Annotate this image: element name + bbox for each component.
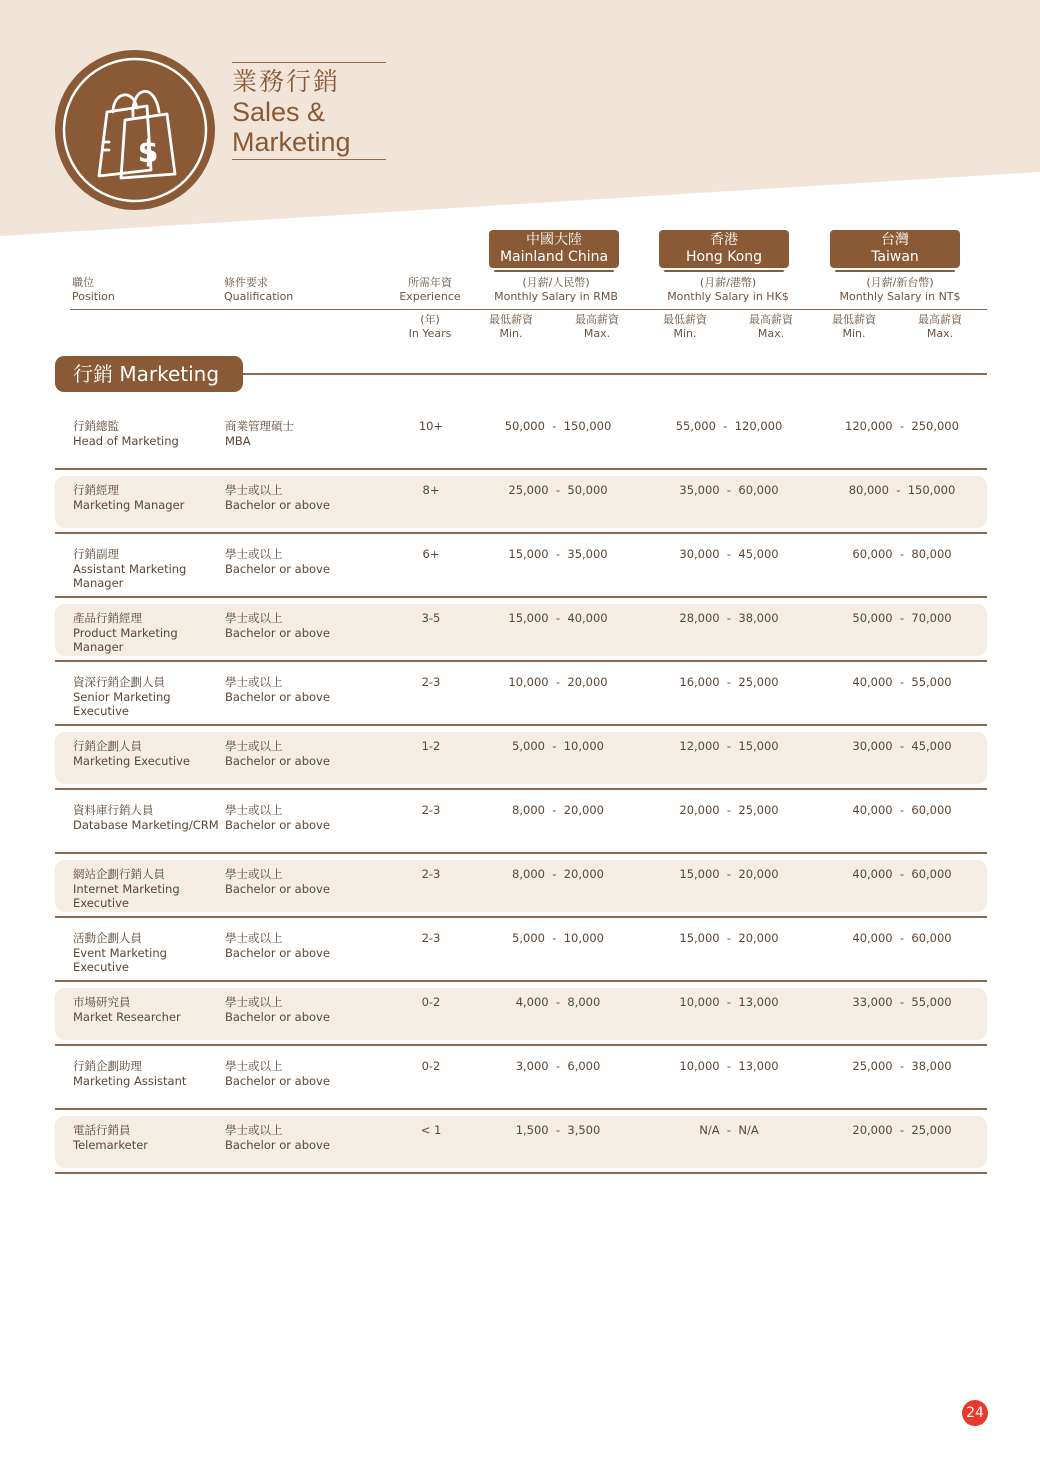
salary-taiwan: 120,000 - 250,000 xyxy=(845,419,959,433)
salary-hong-kong: 28,000 - 38,000 xyxy=(679,611,779,625)
qualification-cell: 學士或以上 Bachelor or above xyxy=(225,483,330,512)
salary-hong-kong: N/A - N/A xyxy=(699,1123,759,1137)
table-row xyxy=(55,406,987,470)
table-row xyxy=(55,854,987,918)
table-row xyxy=(55,1110,987,1174)
position-cell: 行銷經理 Marketing Manager xyxy=(73,483,185,512)
salary-taiwan: 33,000 - 55,000 xyxy=(852,995,952,1009)
table-row xyxy=(55,918,987,982)
region-header-hong-kong xyxy=(659,230,789,268)
salary-taiwan: 25,000 - 38,000 xyxy=(852,1059,952,1073)
salary-hong-kong: 30,000 - 45,000 xyxy=(679,547,779,561)
table-row xyxy=(55,598,987,662)
page-number-badge: 24 xyxy=(962,1400,988,1426)
qualification-cell: 學士或以上 Bachelor or above xyxy=(225,675,330,704)
salary-hong-kong: 35,000 - 60,000 xyxy=(679,483,779,497)
position-cell: 電話行銷員 Telemarketer xyxy=(73,1123,149,1152)
salary-mainland-china: 15,000 - 35,000 xyxy=(508,547,608,561)
salary-taiwan: 30,000 - 45,000 xyxy=(852,739,952,753)
salary-mainland-china: 10,000 - 20,000 xyxy=(508,675,608,689)
qualification-cell: 學士或以上 Bachelor or above xyxy=(225,739,330,768)
experience-cell: < 1 xyxy=(420,1123,442,1137)
region-en: Hong Kong xyxy=(685,249,763,265)
experience-cell: 3-5 xyxy=(421,611,441,625)
position-cell: 網站企劃行銷人員 Internet Marketing Executive xyxy=(73,867,180,910)
salary-mainland-china: 4,000 - 8,000 xyxy=(515,995,601,1009)
experience-cell: 10+ xyxy=(418,419,444,433)
qualification-cell: 學士或以上 Bachelor or above xyxy=(225,931,330,960)
qualification-cell: 學士或以上 Bachelor or above xyxy=(225,1123,330,1152)
svg-text:$: $ xyxy=(137,135,159,170)
salary-mainland-china: 5,000 - 10,000 xyxy=(512,739,604,753)
position-cell: 行銷副理 Assistant Marketing Manager xyxy=(73,547,187,590)
shopping-bag-dollar-icon xyxy=(55,50,215,210)
table-row xyxy=(55,982,987,1046)
column-header-salary-hkd: (月薪/港幣) Monthly Salary in HK$ xyxy=(667,276,789,303)
salary-mainland-china: 8,000 - 20,000 xyxy=(512,867,604,881)
salary-taiwan: 50,000 - 70,000 xyxy=(852,611,952,625)
position-cell: 行銷總監 Head of Marketing xyxy=(73,419,179,448)
region-zh: 中國大陸 xyxy=(526,232,582,248)
salary-mainland-china: 8,000 - 20,000 xyxy=(512,803,604,817)
experience-cell: 0-2 xyxy=(421,1059,441,1073)
position-cell: 行銷企劃助理 Marketing Assistant xyxy=(73,1059,187,1088)
salary-mainland-china: 25,000 - 50,000 xyxy=(508,483,608,497)
experience-cell: 0-2 xyxy=(421,995,441,1009)
subheader-min-hkd: 最低薪資 Min. xyxy=(663,313,707,340)
salary-hong-kong: 16,000 - 25,000 xyxy=(679,675,779,689)
salary-taiwan: 40,000 - 60,000 xyxy=(852,867,952,881)
experience-cell: 8+ xyxy=(422,483,440,497)
salary-mainland-china: 3,000 - 6,000 xyxy=(515,1059,601,1073)
region-zh: 香港 xyxy=(710,232,738,248)
table-row xyxy=(55,534,987,598)
salary-hong-kong: 12,000 - 15,000 xyxy=(679,739,779,753)
salary-taiwan: 20,000 - 25,000 xyxy=(852,1123,952,1137)
position-cell: 資料庫行銷人員 Database Marketing/CRM xyxy=(73,803,219,832)
position-cell: 活動企劃人員 Event Marketing Executive xyxy=(73,931,167,974)
experience-cell: 2-3 xyxy=(421,675,441,689)
table-row xyxy=(55,790,987,854)
salary-taiwan: 40,000 - 60,000 xyxy=(852,803,952,817)
qualification-cell: 學士或以上 Bachelor or above xyxy=(225,547,330,576)
region-header-mainland-china xyxy=(489,230,619,268)
salary-taiwan: 60,000 - 80,000 xyxy=(852,547,952,561)
section-divider xyxy=(243,373,987,375)
experience-cell: 1-2 xyxy=(421,739,441,753)
subheader-min-ntd: 最低薪資 Min. xyxy=(832,313,876,340)
experience-cell: 2-3 xyxy=(421,931,441,945)
table-row xyxy=(55,470,987,534)
title-en-line2: Marketing xyxy=(232,127,351,157)
position-cell: 市場研究員 Market Researcher xyxy=(73,995,181,1024)
qualification-cell: 學士或以上 Bachelor or above xyxy=(225,1059,330,1088)
section-title-marketing: 行銷 Marketing xyxy=(55,356,243,392)
qualification-cell: 學士或以上 Bachelor or above xyxy=(225,803,330,832)
qualification-cell: 學士或以上 Bachelor or above xyxy=(225,867,330,896)
experience-cell: 6+ xyxy=(422,547,440,561)
row-divider xyxy=(55,1172,987,1174)
region-en: Taiwan xyxy=(871,249,919,265)
salary-mainland-china: 1,500 - 3,500 xyxy=(515,1123,601,1137)
salary-hong-kong: 15,000 - 20,000 xyxy=(679,867,779,881)
region-header-taiwan xyxy=(830,230,960,268)
table-row xyxy=(55,726,987,790)
position-cell: 行銷企劃人員 Marketing Executive xyxy=(73,739,190,768)
qualification-cell: 學士或以上 Bachelor or above xyxy=(225,611,330,640)
experience-cell: 2-3 xyxy=(421,803,441,817)
header-divider xyxy=(70,309,987,310)
column-header-experience: 所需年資 Experience xyxy=(399,276,461,303)
page-title xyxy=(232,62,386,160)
salary-hong-kong: 10,000 - 13,000 xyxy=(679,1059,779,1073)
position-cell: 產品行銷經理 Product Marketing Manager xyxy=(73,611,178,654)
title-en-line1: Sales & xyxy=(232,97,326,127)
column-header-position: 職位 Position xyxy=(72,276,115,303)
salary-taiwan: 40,000 - 60,000 xyxy=(852,931,952,945)
qualification-cell: 學士或以上 Bachelor or above xyxy=(225,995,330,1024)
salary-taiwan: 40,000 - 55,000 xyxy=(852,675,952,689)
region-en: Mainland China xyxy=(499,249,609,265)
subheader-max-ntd: 最高薪資 Max. xyxy=(918,313,962,340)
salary-mainland-china: 15,000 - 40,000 xyxy=(508,611,608,625)
position-cell: 資深行銷企劃人員 Senior Marketing Executive xyxy=(73,675,171,718)
subheader-max-rmb: 最高薪資 Max. xyxy=(575,313,619,340)
salary-hong-kong: 10,000 - 13,000 xyxy=(679,995,779,1009)
experience-cell: 2-3 xyxy=(421,867,441,881)
column-subheader-years: (年) In Years xyxy=(408,313,452,340)
subheader-min-rmb: 最低薪資 Min. xyxy=(489,313,533,340)
salary-mainland-china: 50,000 - 150,000 xyxy=(504,419,612,433)
salary-hong-kong: 55,000 - 120,000 xyxy=(675,419,783,433)
region-zh: 台灣 xyxy=(881,232,909,248)
table-row xyxy=(55,662,987,726)
column-header-qualification: 條件要求 Qualification xyxy=(224,276,294,303)
salary-taiwan: 80,000 - 150,000 xyxy=(848,483,956,497)
title-zh: 業務行銷 xyxy=(232,68,341,96)
salary-hong-kong: 15,000 - 20,000 xyxy=(679,931,779,945)
subheader-max-hkd: 最高薪資 Max. xyxy=(749,313,793,340)
table-row xyxy=(55,1046,987,1110)
column-header-salary-ntd: (月薪/新台幣) Monthly Salary in NT$ xyxy=(839,276,961,303)
column-header-salary-rmb: (月薪/人民幣) Monthly Salary in RMB xyxy=(494,276,618,303)
salary-hong-kong: 20,000 - 25,000 xyxy=(679,803,779,817)
qualification-cell: 商業管理碩士 MBA xyxy=(225,419,294,448)
salary-mainland-china: 5,000 - 10,000 xyxy=(512,931,604,945)
